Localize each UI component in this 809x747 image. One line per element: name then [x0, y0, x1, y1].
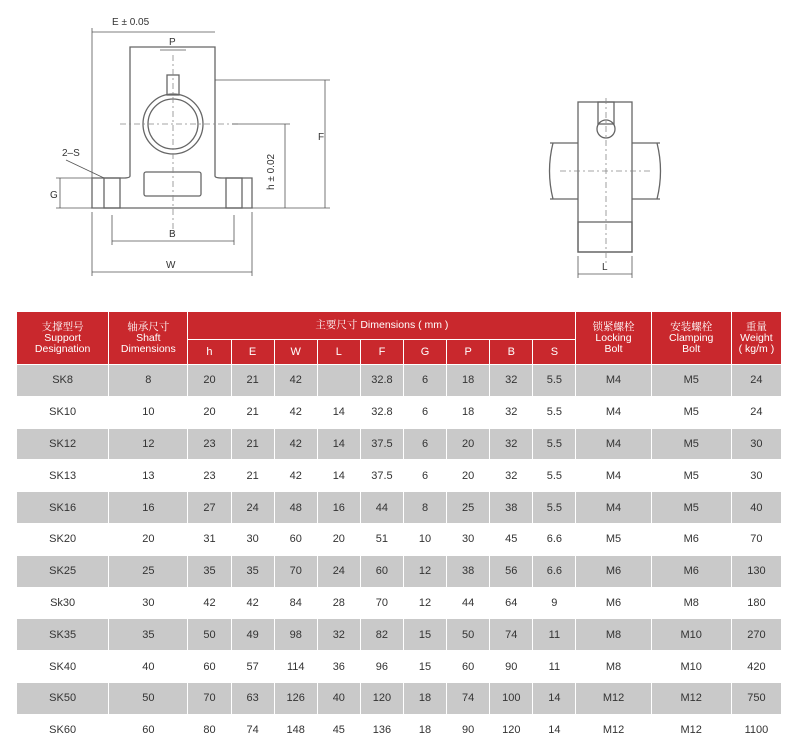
- table-cell: 24: [317, 555, 360, 587]
- table-cell: 21: [231, 365, 274, 397]
- label-w: W: [166, 260, 176, 271]
- header-dim-f: F: [360, 340, 403, 365]
- table-cell: M6: [576, 555, 651, 587]
- table-cell: 6.6: [533, 523, 576, 555]
- table-cell: 82: [360, 619, 403, 651]
- table-cell: 14: [317, 460, 360, 492]
- table-cell: 45: [490, 523, 533, 555]
- table-cell: 44: [447, 587, 490, 619]
- table-cell: 16: [109, 492, 188, 524]
- table-cell: 50: [447, 619, 490, 651]
- table-cell: 14: [533, 682, 576, 714]
- table-cell: 36: [317, 651, 360, 683]
- header-designation: 支撑型号 Support Designation: [17, 312, 109, 365]
- table-cell: 6: [403, 365, 446, 397]
- table-cell: 32.8: [360, 396, 403, 428]
- table-cell: 37.5: [360, 460, 403, 492]
- table-cell: 70: [731, 523, 781, 555]
- table-row: [17, 619, 782, 651]
- table-cell: 14: [533, 714, 576, 746]
- table-cell: M8: [651, 587, 731, 619]
- table-cell: 42: [231, 587, 274, 619]
- table-cell: 180: [731, 587, 781, 619]
- table-cell: M6: [576, 587, 651, 619]
- table-cell: M4: [576, 365, 651, 397]
- table-cell: 11: [533, 651, 576, 683]
- header-dim-p: P: [447, 340, 490, 365]
- table-cell: 40: [317, 682, 360, 714]
- table-cell: 16: [317, 492, 360, 524]
- header-locking-bolt: 锁紧螺栓 Locking Bolt: [576, 312, 651, 365]
- table-cell: M5: [651, 396, 731, 428]
- table-cell: 70: [274, 555, 317, 587]
- table-cell: 14: [317, 396, 360, 428]
- table-cell: M12: [651, 714, 731, 746]
- table-cell: 74: [490, 619, 533, 651]
- table-cell: SK50: [17, 682, 109, 714]
- label-2-s: 2–S: [62, 148, 80, 159]
- table-cell: SK40: [17, 651, 109, 683]
- table-cell: 100: [490, 682, 533, 714]
- header-dim-h: h: [188, 340, 231, 365]
- table-cell: 1100: [731, 714, 781, 746]
- table-cell: 30: [731, 428, 781, 460]
- table-cell: 31: [188, 523, 231, 555]
- table-cell: 45: [317, 714, 360, 746]
- table-cell: 10: [403, 523, 446, 555]
- table-cell: SK35: [17, 619, 109, 651]
- table-cell: 60: [188, 651, 231, 683]
- header-dim-g: G: [403, 340, 446, 365]
- table-cell: 50: [188, 619, 231, 651]
- table-cell: 57: [231, 651, 274, 683]
- table-cell: 21: [231, 460, 274, 492]
- table-cell: 114: [274, 651, 317, 683]
- table-cell: 270: [731, 619, 781, 651]
- label-e-tolerance: E ± 0.05: [112, 17, 150, 28]
- table-cell: 64: [490, 587, 533, 619]
- table-cell: 38: [447, 555, 490, 587]
- table-cell: 24: [731, 396, 781, 428]
- table-cell: 6: [403, 396, 446, 428]
- table-cell: 24: [231, 492, 274, 524]
- table-cell: M12: [576, 682, 651, 714]
- table-cell: 40: [731, 492, 781, 524]
- table-cell: 130: [731, 555, 781, 587]
- label-b: B: [169, 229, 176, 240]
- table-cell: [317, 365, 360, 397]
- table-cell: 25: [447, 492, 490, 524]
- table-cell: 120: [360, 682, 403, 714]
- table-cell: 11: [533, 619, 576, 651]
- table-cell: 30: [447, 523, 490, 555]
- table-row: [17, 651, 782, 683]
- table-cell: 51: [360, 523, 403, 555]
- table-cell: 63: [231, 682, 274, 714]
- table-cell: SK12: [17, 428, 109, 460]
- table-cell: SK20: [17, 523, 109, 555]
- table-cell: 6: [403, 428, 446, 460]
- technical-drawing: [0, 0, 809, 300]
- table-cell: 42: [188, 587, 231, 619]
- header-dimensions-group: 主要尺寸 Dimensions ( mm ): [188, 312, 576, 340]
- table-row: [17, 365, 782, 397]
- table-cell: 37.5: [360, 428, 403, 460]
- table-cell: 126: [274, 682, 317, 714]
- table-cell: 136: [360, 714, 403, 746]
- table-cell: 13: [109, 460, 188, 492]
- table-cell: 18: [403, 714, 446, 746]
- table-cell: 20: [109, 523, 188, 555]
- table-cell: 12: [403, 555, 446, 587]
- table-cell: 42: [274, 396, 317, 428]
- table-cell: Sk30: [17, 587, 109, 619]
- table-cell: 84: [274, 587, 317, 619]
- table-cell: 96: [360, 651, 403, 683]
- table-row: [17, 492, 782, 524]
- table-cell: 42: [274, 365, 317, 397]
- table-cell: 6.6: [533, 555, 576, 587]
- table-row: [17, 428, 782, 460]
- table-cell: 60: [447, 651, 490, 683]
- table-row: [17, 714, 782, 746]
- table-cell: 20: [317, 523, 360, 555]
- specification-table: [16, 311, 782, 747]
- table-cell: M10: [651, 651, 731, 683]
- table-cell: 32: [490, 396, 533, 428]
- label-h-tolerance: h ± 0.02: [266, 153, 277, 190]
- table-cell: 750: [731, 682, 781, 714]
- table-cell: SK60: [17, 714, 109, 746]
- table-cell: 74: [231, 714, 274, 746]
- table-cell: 5.5: [533, 492, 576, 524]
- table-cell: 60: [360, 555, 403, 587]
- table-cell: M4: [576, 396, 651, 428]
- label-f: F: [318, 132, 325, 143]
- table-cell: 25: [109, 555, 188, 587]
- table-cell: 30: [231, 523, 274, 555]
- table-cell: 12: [109, 428, 188, 460]
- table-row: [17, 587, 782, 619]
- table-cell: 420: [731, 651, 781, 683]
- table-cell: 42: [274, 428, 317, 460]
- table-cell: 30: [731, 460, 781, 492]
- table-cell: SK16: [17, 492, 109, 524]
- table-body: [17, 365, 782, 747]
- table-cell: 38: [490, 492, 533, 524]
- table-cell: M5: [651, 428, 731, 460]
- table-cell: 27: [188, 492, 231, 524]
- table-cell: 20: [188, 365, 231, 397]
- table-cell: 44: [360, 492, 403, 524]
- table-cell: 14: [317, 428, 360, 460]
- table-cell: 40: [109, 651, 188, 683]
- table-row: [17, 682, 782, 714]
- header-dim-b: B: [490, 340, 533, 365]
- table-cell: 5.5: [533, 365, 576, 397]
- table-cell: M6: [651, 523, 731, 555]
- table-cell: 20: [447, 460, 490, 492]
- table-cell: 6: [403, 460, 446, 492]
- table-cell: 32: [490, 460, 533, 492]
- header-clamping-bolt: 安装螺栓 Clamping Bolt: [651, 312, 731, 365]
- table-cell: 21: [231, 428, 274, 460]
- table-cell: 9: [533, 587, 576, 619]
- table-cell: 28: [317, 587, 360, 619]
- table-cell: 15: [403, 619, 446, 651]
- header-dim-s: S: [533, 340, 576, 365]
- table-cell: 80: [188, 714, 231, 746]
- header-shaft-dimensions: 轴承尺寸 Shaft Dimensions: [109, 312, 188, 365]
- table-row: [17, 523, 782, 555]
- header-dim-e: E: [231, 340, 274, 365]
- table-cell: 120: [490, 714, 533, 746]
- table-cell: 5.5: [533, 460, 576, 492]
- table-cell: M4: [576, 492, 651, 524]
- table-cell: 35: [231, 555, 274, 587]
- table-row: [17, 396, 782, 428]
- table-cell: 21: [231, 396, 274, 428]
- table-cell: 32.8: [360, 365, 403, 397]
- table-cell: M5: [651, 460, 731, 492]
- table-cell: 20: [188, 396, 231, 428]
- table-cell: SK8: [17, 365, 109, 397]
- table-cell: M4: [576, 428, 651, 460]
- table-cell: 5.5: [533, 428, 576, 460]
- table-cell: 32: [317, 619, 360, 651]
- table-cell: 60: [109, 714, 188, 746]
- label-g: G: [50, 190, 58, 201]
- table-cell: 35: [188, 555, 231, 587]
- table-cell: 15: [403, 651, 446, 683]
- table-cell: 48: [274, 492, 317, 524]
- table-cell: 23: [188, 428, 231, 460]
- table-cell: 5.5: [533, 396, 576, 428]
- table-cell: 70: [360, 587, 403, 619]
- table-cell: 10: [109, 396, 188, 428]
- table-cell: 18: [447, 396, 490, 428]
- table-row: [17, 460, 782, 492]
- table-cell: 32: [490, 428, 533, 460]
- table-cell: 60: [274, 523, 317, 555]
- table-cell: M12: [576, 714, 651, 746]
- table-cell: 23: [188, 460, 231, 492]
- table-cell: M4: [576, 460, 651, 492]
- table-cell: M5: [651, 365, 731, 397]
- table-cell: M5: [576, 523, 651, 555]
- table-cell: M8: [576, 619, 651, 651]
- table-cell: 18: [447, 365, 490, 397]
- table-cell: 90: [447, 714, 490, 746]
- table-cell: M5: [651, 492, 731, 524]
- table-cell: 8: [403, 492, 446, 524]
- table-cell: SK13: [17, 460, 109, 492]
- table-cell: 32: [490, 365, 533, 397]
- table-cell: 50: [109, 682, 188, 714]
- table-row: [17, 555, 782, 587]
- header-weight: 重量 Weight ( kg/m ): [731, 312, 781, 365]
- table-cell: M8: [576, 651, 651, 683]
- table-cell: 42: [274, 460, 317, 492]
- table-cell: SK25: [17, 555, 109, 587]
- table-cell: 24: [731, 365, 781, 397]
- header-dim-l: L: [317, 340, 360, 365]
- table-cell: 148: [274, 714, 317, 746]
- label-l: L: [602, 262, 608, 273]
- table-cell: M6: [651, 555, 731, 587]
- label-p: P: [169, 37, 176, 48]
- table-cell: 70: [188, 682, 231, 714]
- table-cell: 18: [403, 682, 446, 714]
- table-cell: 35: [109, 619, 188, 651]
- table-cell: 12: [403, 587, 446, 619]
- table-cell: SK10: [17, 396, 109, 428]
- table-cell: 49: [231, 619, 274, 651]
- table-cell: 56: [490, 555, 533, 587]
- table-cell: M10: [651, 619, 731, 651]
- table-cell: 20: [447, 428, 490, 460]
- table-cell: 74: [447, 682, 490, 714]
- table-cell: 98: [274, 619, 317, 651]
- table-cell: M12: [651, 682, 731, 714]
- table-cell: 30: [109, 587, 188, 619]
- header-dim-w: W: [274, 340, 317, 365]
- table-cell: 90: [490, 651, 533, 683]
- table-cell: 8: [109, 365, 188, 397]
